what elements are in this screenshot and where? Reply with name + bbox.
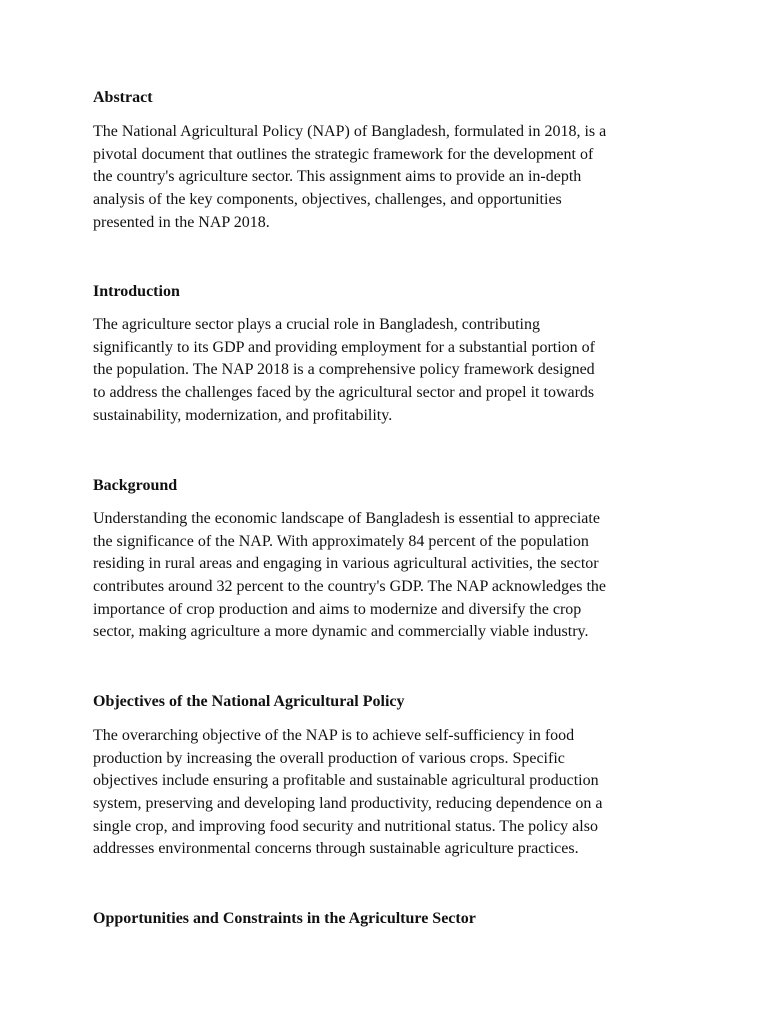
paragraph-line: analysis of the key components, objectives, challenges, and opportunities [93, 191, 562, 209]
paragraph-line: residing in rural areas and engaging in various agricultural activities, the sector [93, 555, 599, 573]
paragraph-line: presented in the NAP 2018. [93, 213, 270, 231]
paragraph-line: The overarching objective of the NAP is to achieve self-sufficiency in food [93, 727, 575, 744]
section-paragraph-abstract [93, 121, 693, 234]
paragraph-line: pivotal document that outlines the strategic framework for the development of [93, 145, 594, 163]
paragraph-line: contributes around 32 percent to the country's GDP. The NAP acknowledges the [93, 578, 606, 596]
section-heading-abstract: Abstract [93, 89, 153, 106]
paragraph-line: The National Agricultural Policy (NAP) of Bangladesh, formulated in 2018, is a [93, 123, 607, 140]
paragraph-line: importance of crop production and aims to modernize and diversify the crop [93, 600, 582, 618]
section-heading-background: Background [93, 477, 178, 494]
paragraph-line: sustainability, modernization, and profitability. [93, 406, 393, 424]
section-paragraph-background [93, 508, 693, 644]
section-heading-opportunities: Opportunities and Constraints in the Agriculture Sector [93, 910, 476, 927]
section-paragraph-objectives [93, 725, 693, 861]
section-paragraph-introduction [93, 314, 693, 427]
paragraph-line: sector, making agriculture a more dynamic and commercially viable industry. [93, 623, 589, 641]
paragraph-line: The agriculture sector plays a crucial role in Bangladesh, contributing [93, 316, 540, 333]
paragraph-line: objectives include ensuring a profitable and sustainable agricultural production [93, 772, 599, 790]
paragraph-line: Understanding the economic landscape of Bangladesh is essential to appreciate [93, 510, 600, 527]
section-heading-introduction: Introduction [93, 283, 180, 300]
paragraph-line: production by increasing the overall production of various crops. Specific [93, 749, 565, 767]
paragraph-line: addresses environmental concerns through sustainable agriculture practices. [93, 840, 579, 858]
paragraph-line: system, preserving and developing land productivity, reducing dependence on a [93, 795, 603, 813]
section-heading-objectives: Objectives of the National Agricultural Policy [93, 693, 405, 710]
paragraph-line: single crop, and improving food security and nutritional status. The policy also [93, 817, 598, 835]
paragraph-line: significantly to its GDP and providing employment for a substantial portion of [93, 338, 596, 356]
paragraph-line: the significance of the NAP. With approximately 84 percent of the population [93, 532, 589, 550]
paragraph-line: to address the challenges faced by the agricultural sector and propel it towards [93, 384, 595, 402]
paragraph-line: the country's agriculture sector. This assignment aims to provide an in-depth [93, 168, 582, 186]
paragraph-line: the population. The NAP 2018 is a comprehensive policy framework designed [93, 361, 595, 379]
